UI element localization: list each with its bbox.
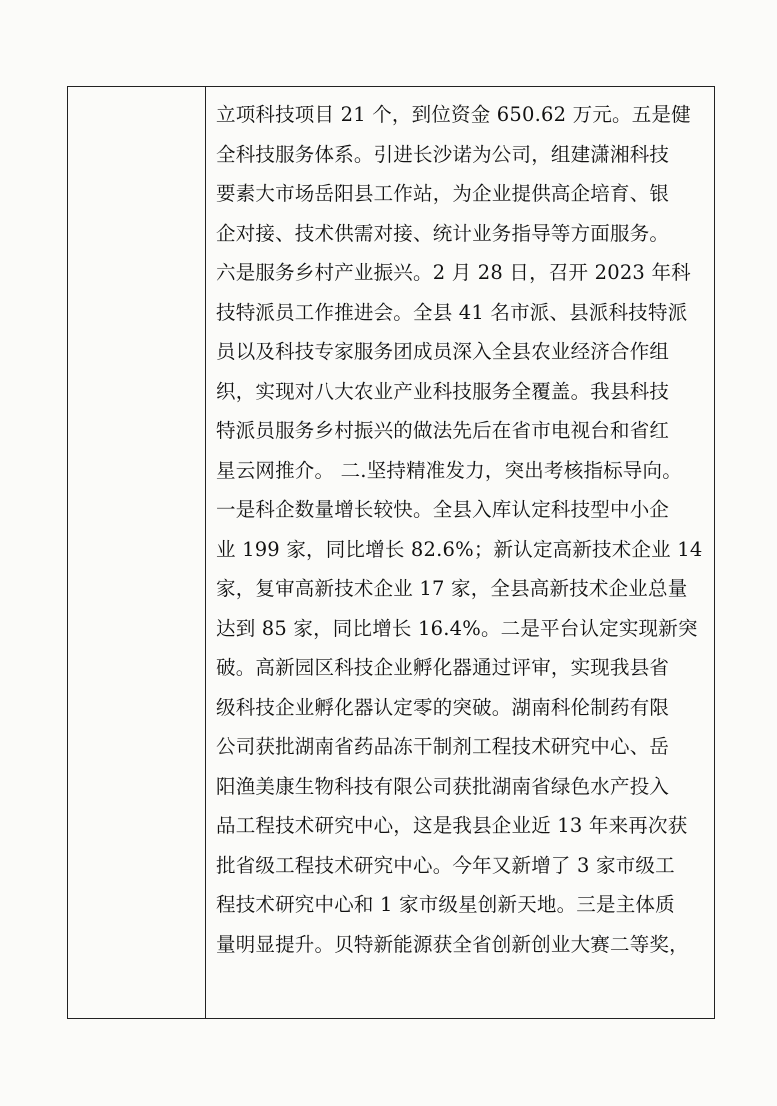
text-line: 批省级工程技术研究中心。今年又新增了 3 家市级工 xyxy=(216,853,675,877)
table-content-cell xyxy=(216,95,709,964)
text-line: 量明显提升。贝特新能源获全省创新创业大赛二等奖， xyxy=(216,932,689,956)
text-line: 家，复审高新技术企业 17 家，全县高新技术企业总量 xyxy=(216,577,688,600)
text-line: 程技术研究中心和 1 家市级星创新天地。三是主体质 xyxy=(216,893,675,916)
text-line: 阳渔美康生物科技有限公司获批湖南省绿色水产投入 xyxy=(216,774,670,798)
text-line: 全科技服务体系。引进长沙诺为公司，组建潇湘科技 xyxy=(216,142,670,166)
text-line: 星云网推介。 二.坚持精准发力，突出考核指标导向。 xyxy=(216,458,682,482)
text-line: 技特派员工作推进会。全县 41 名市派、县派科技特派 xyxy=(216,300,688,324)
text-line: 一是科企数量增长较快。全县入库认定科技型中小企 xyxy=(216,498,670,521)
table-left-cell xyxy=(68,87,206,1018)
text-line: 特派员服务乡村振兴的做法先后在省市电视台和省红 xyxy=(216,419,670,442)
text-line: 级科技企业孵化器认定零的突破。湖南科伦制药有限 xyxy=(216,695,670,719)
text-line: 员以及科技专家服务团成员深入全县农业经济合作组 xyxy=(216,340,670,363)
text-line: 达到 85 家，同比增长 16.4%。二是平台认定实现新突 xyxy=(216,616,698,640)
text-line: 六是服务乡村产业振兴。2 月 28 日，召开 2023 年科 xyxy=(216,261,691,284)
table-frame xyxy=(67,86,715,1019)
text-line: 要素大市场岳阳县工作站，为企业提供高企培育、银 xyxy=(216,182,670,205)
text-line: 公司获批湖南省药品冻干制剂工程技术研究中心、岳 xyxy=(216,735,670,758)
text-line: 业 199 家，同比增长 82.6%；新认定高新技术企业 14 xyxy=(216,537,703,561)
text-line: 立项科技项目 21 个，到位资金 650.62 万元。五是健 xyxy=(216,103,691,126)
text-line: 企对接、技术供需对接、统计业务指导等方面服务。 xyxy=(216,221,670,245)
text-line: 品工程技术研究中心，这是我县企业近 13 年来再次获 xyxy=(216,814,688,837)
text-line: 破。高新园区科技企业孵化器通过评审，实现我县省 xyxy=(216,656,670,679)
text-line: 织，实现对八大农业产业科技服务全覆盖。我县科技 xyxy=(216,379,670,403)
